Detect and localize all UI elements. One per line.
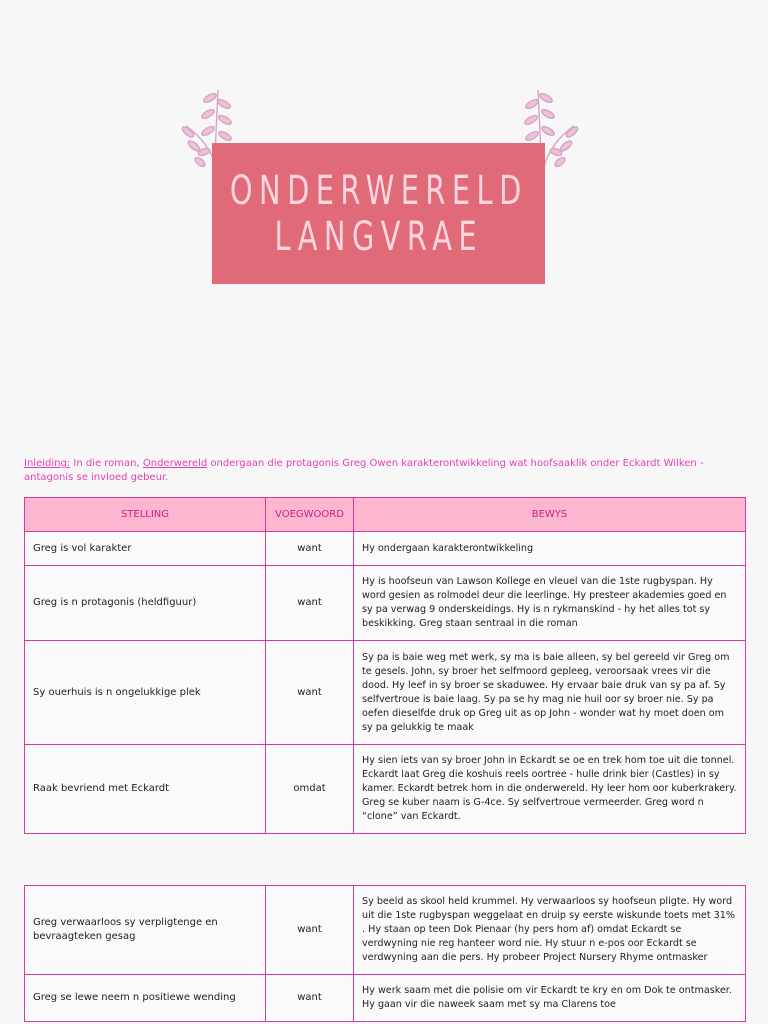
table-row [25, 745, 746, 834]
table-row [25, 641, 746, 745]
intro-book-title: Onderwereld [142, 458, 208, 469]
stelling-cell: Sy ouerhuis is n ongelukkige plek [25, 641, 266, 745]
header-bewys: BEWYS [354, 498, 746, 532]
essay-table [24, 497, 746, 834]
intro-post: ondergaan die protagonis Greg Owen karakterontwikkeling wat hoofsaaklik onder Eckardt Wilken - antagonis se invloed gebeur. [24, 458, 704, 483]
intro-paragraph [24, 457, 744, 485]
table-row [25, 566, 746, 641]
table-row [25, 975, 746, 1022]
stelling-cell: Greg is vol karakter [25, 532, 266, 566]
stelling-cell: Raak bevriend met Eckardt [25, 745, 266, 834]
header-voegwoord: VOEGWOORD [266, 498, 354, 532]
bewys-cell: Hy is hoofseun van Lawson Kollege en vleuel van die 1ste rugbyspan. Hy word gesien as rolmodel deur die leerlinge. Hy presteer akademies goed en sy pa verwag 9 onderskeidings. Hy is n rykmanskind - hy het alles tot sy beskikking. Greg staan sentraal in die roman [354, 566, 746, 641]
stelling-cell: Greg is n protagonis (heldfiguur) [25, 566, 266, 641]
title-line-2: LANGVRAE [274, 213, 483, 260]
bewys-cell: Hy sien iets van sy broer John in Eckardt se oe en trek hom toe uit die tonnel. Eckardt laat Greg die koshuis reels oortree - hulle drink bier (Castles) in sy kamer. Eckardt betrek hom in die onderwereld. Hy leer hom oor kuberkrakery. Greg se kuber naam is G-4ce. Sy selfvertroue vermeerder. Greg word n “clone” van Eckardt. [354, 745, 746, 834]
voegwoord-cell: want [266, 641, 354, 745]
voegwoord-cell: want [266, 886, 354, 975]
bewys-cell: Sy beeld as skool held krummel. Hy verwaarloos sy hoofseun pligte. Hy word uit die 1ste rugbyspan weggelaat en druip sy eerste wiskunde toets met 31% . Hy staan op teen Dok Pienaar (hy pers hom af) omdat Eckardt se verdwyning nie reg hanteer word nie. Hy stuur n e-pos oor Eckardt se verdwyning aan die pers. Hy probeer Project Nursery Rhyme ontmasker [354, 886, 746, 975]
table-header-row [25, 498, 746, 532]
voegwoord-cell: want [266, 566, 354, 641]
intro-label: Inleiding: [24, 458, 71, 469]
bewys-cell: Hy werk saam met die polisie om vir Eckardt te kry en om Dok te ontmasker. Hy gaan vir die naweek saam met sy ma Clarens toe [354, 975, 746, 1022]
bewys-cell: Sy pa is baie weg met werk, sy ma is baie alleen, sy bel gereeld vir Greg om te gesels. John, sy broer het selfmoord gepleeg, veroorsaak vrees vir die dood. Hy leef in sy broer se skaduwee. Hy ervaar baie druk van sy pa af. Sy selfvertroue is baie laag. Sy pa se hy mag nie huil oor sy broer nie. Sy pa oefen dieselfde druk op Greg uit as op John - wonder wat hy moet doen om sy pa gelukkig te maak [354, 641, 746, 745]
voegwoord-cell: omdat [266, 745, 354, 834]
essay-table-continued [24, 885, 746, 1022]
title-line-1: ONDERWERELD [229, 167, 528, 214]
stelling-cell: Greg verwaarloos sy verpligtenge en bevraagteken gesag [25, 886, 266, 975]
intro-pre: In die roman, [70, 458, 143, 469]
title-banner-group [178, 86, 582, 286]
table-row [25, 532, 746, 566]
stelling-cell: Greg se lewe neem n positiewe wending [25, 975, 266, 1022]
bewys-cell: Hy ondergaan karakterontwikkeling [354, 532, 746, 566]
header-stelling: STELLING [25, 498, 266, 532]
title-banner [212, 143, 545, 284]
table-row [25, 886, 746, 975]
voegwoord-cell: want [266, 975, 354, 1022]
voegwoord-cell: want [266, 532, 354, 566]
